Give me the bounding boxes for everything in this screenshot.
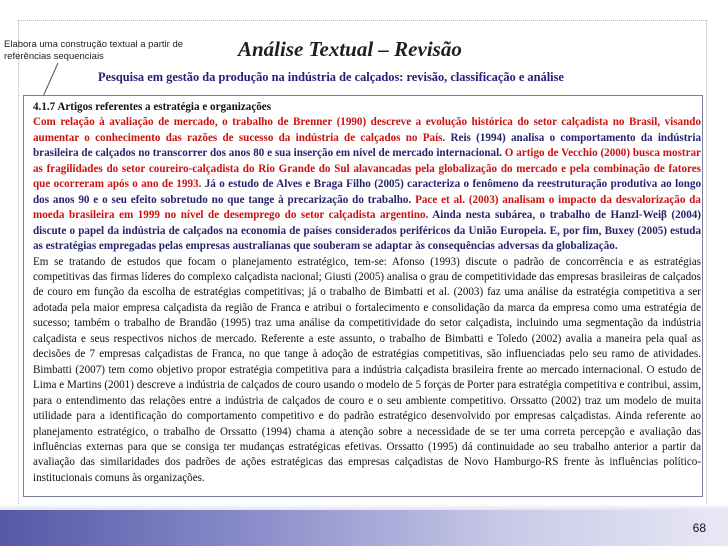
sentence-buxey: E, por fim, Buxey (2005) estuda as estratégias empregadas pelas empresas australianas que souberam se adaptar às consequências adversas da globalização.	[33, 224, 701, 253]
sentence-hanzl: Ainda nesta subárea, o trabalho de Hanzl-Weiβ (2004) discute o papel da indústria de calçados na economia de países considerados periféricos da União Europeia.	[33, 209, 701, 237]
page-number: 68	[692, 521, 706, 535]
sentence-brenner: Com relação à avaliação de mercado, o trabalho de Brenner (1990) descreve a evolução histórica do setor calçadista no Brasil, visando aumentar o conhecimento das razões de sucesso da indústria de calçados no País.	[33, 116, 701, 144]
section-heading: 4.1.7 Artigos referentes a estratégia e organizações	[33, 101, 272, 113]
sentence-alves: Já o estudo de Alves e Braga Filho (2005) caracteriza o fenômeno da reestruturação produtiva ao longo dos anos 90 e o seu efeito sobretudo no que tange à precarização do trabalho.	[33, 178, 701, 206]
page-title: Análise Textual – Revisão	[238, 37, 462, 61]
body-paragraph: Em se tratando de estudos que focam o planejamento estratégico, tem-se: Afonso (1993) discute o padrão de concorrência e as estratégias competitivas das firmas líderes do complexo calçadista nacional; Giusti (2005) analisa o grau de competitividade das empresas brasileiras de calçados de couro em função da escolha de estratégias competitivas; já o trabalho de Bimbatti et al. (2003) faz uma análise da estratégia competitiva a ser adotada pela maior empresa calçadista da região de Franca e atribui o fortalecimento e consolidação da marca da empresa como uma estratégia de sucesso; também o trabalho de Brandão (1995) traz uma análise da competitividade do setor calçadista, incluindo uma segmentação da indústria calçadista e seus respectivos nichos de mercado. Referente a este assunto, o trabalho de Bimbatti e Toledo (2002) avalia a maneira pela qual as decisões de 7 empresas calçadistas de Franca, no que tange à adoção de estratégias competitivas, são influenciadas pelo seu ramo de atividades. Bimbatti (2007) tem como objetivo propor estratégia competitiva para a indústria calçadista brasileira frente ao mercado internacional. O estudo de Lima e Martins (2001) descreve a indústria de calçados de couro usando o modelo de 5 forças de Porter para estratégia competitiva e contribui, assim, para o entendimento das relações entre a indústria de calçados de couro e o seu ambiente competitivo. Orssatto (2002) traz um modelo de muita utilidade para a identificação do comportamento competitivo e do padrão estratégico desenvolvido por empresas calçadistas. Ainda referente ao planejamento estratégico, o trabalho de Orssatto (1994) chama a atenção sobre a necessidade de se ter uma correta percepção e avaliação das influências externas para que se consiga ter mudanças estratégicas efetivas. Orssatto (1995) dá continuidade ao seu trabalho anterior a partir da avaliação das similaridades dos padrões de ações estratégicas das empresas calçadistas de Novo Hamburgo-RS frente às influências político-institucionais comuns às organizações.	[33, 255, 701, 484]
footer-bar	[0, 510, 728, 546]
highlighted-paragraph	[33, 115, 701, 254]
side-note: Elabora uma construção textual a partir de referências sequenciais	[4, 39, 184, 62]
sentence-reis: Reis (1994) analisa o comportamento da indústria brasileira de calçados no transcorrer dos anos 80 e sua inserção em nível de mercado internacional.	[33, 131, 701, 160]
page-subtitle: Pesquisa em gestão da produção na indústria de calçados: revisão, classificação e análise	[98, 70, 564, 84]
sentence-pace: Pace et al. (2003) analisam o impacto da desvalorização da moeda brasileira em 1999 no nível de desemprego do setor calçadista argentino.	[33, 193, 701, 222]
article-text	[33, 100, 701, 486]
sentence-vecchio: O artigo de Vecchio (2000) busca mostrar as fragilidades do setor coureiro-calçadista do Rio Grande do Sul alavancadas pela globalização do mercado e pela combinação de fatores que ocorreram após o ano de 1993.	[33, 147, 701, 191]
